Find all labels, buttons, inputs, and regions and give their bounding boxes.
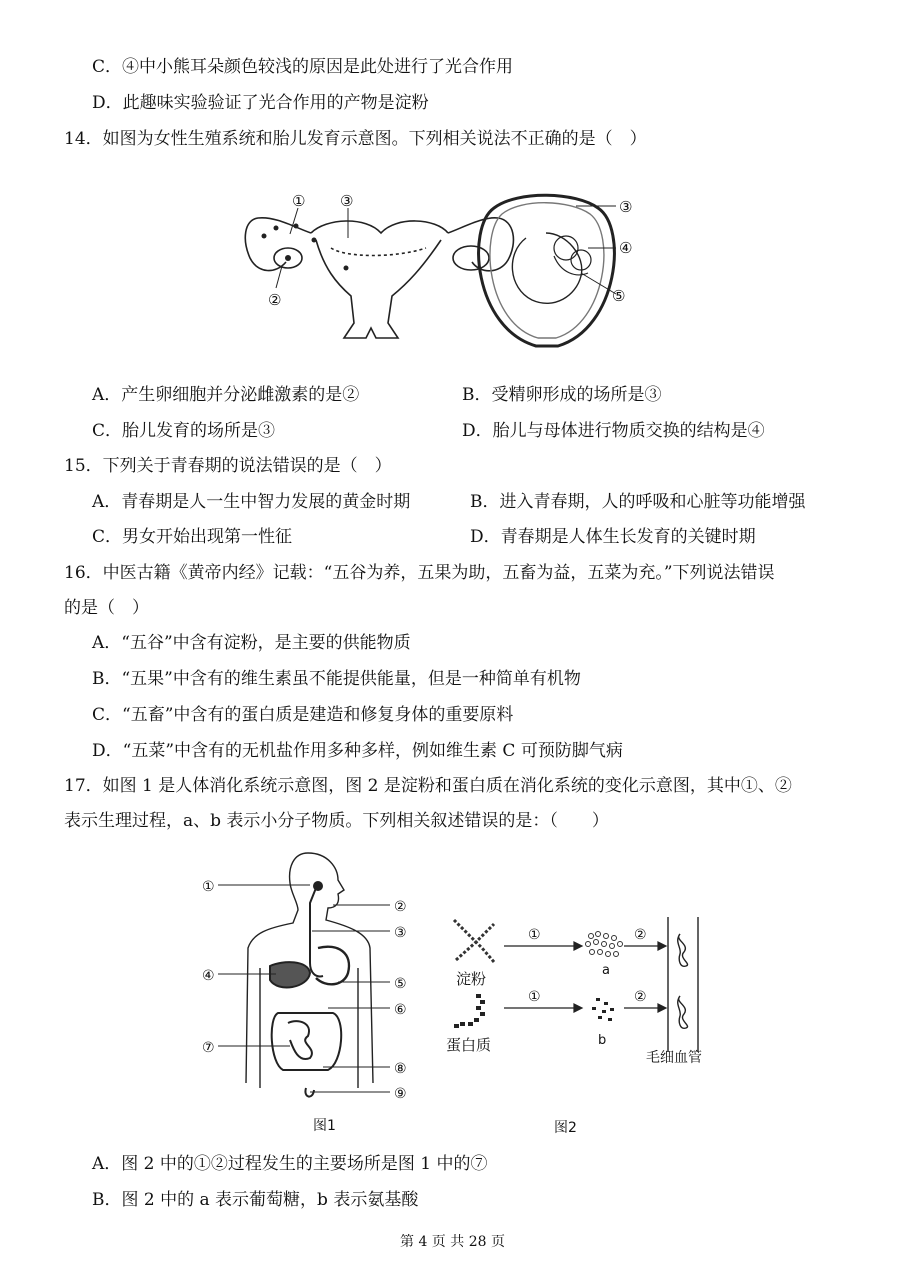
protein-step-1: ① (528, 989, 541, 1005)
q16-option-a: A．“五谷”中含有淀粉，是主要的供能物质 (92, 633, 411, 653)
salivary-gland (313, 881, 323, 891)
label-2: ② (268, 291, 282, 309)
capillary-label: 毛细血管 (646, 1050, 702, 1066)
fig1-label-6: ⑥ (394, 1002, 407, 1018)
q16-stem-line2: 的是（ ） (64, 598, 149, 618)
label-1: ① (292, 192, 306, 210)
product-a-label: a (602, 963, 610, 978)
fig1-label-2: ② (394, 899, 407, 915)
q16-stem-line1: 16．中医古籍《黄帝内经》记载：“五谷为养，五果为助，五畜为益，五菜为充。”下列说法错误 (64, 563, 775, 583)
q14-stem: 14．如图为女性生殖系统和胎儿发育示意图。下列相关说法不正确的是（ ） (64, 129, 647, 149)
q13-option-c: C．④中小熊耳朵颜色较浅的原因是此处进行了光合作用 (92, 57, 514, 77)
uterus-diagram (245, 218, 513, 338)
fetus-diagram (479, 195, 615, 346)
q17-figure1-digestive-system (198, 848, 428, 1138)
fig2-caption: 图2 (554, 1120, 577, 1136)
q15-option-b: B．进入青春期，人的呼吸和心脏等功能增强 (470, 492, 806, 512)
q17-option-a: A．图 2 中的①②过程发生的主要场所是图 1 中的⑦ (92, 1154, 488, 1174)
fig1-label-7: ⑦ (202, 1040, 215, 1056)
digestive-organs (270, 888, 349, 1097)
label-3-right: ③ (619, 198, 633, 216)
q15-option-a: A．青春期是人一生中智力发展的黄金时期 (92, 492, 411, 512)
q15-option-d: D．青春期是人体生长发育的关键时期 (470, 527, 756, 547)
fig1-label-1: ① (202, 879, 215, 895)
q14-figure-reproductive-system (236, 178, 656, 358)
product-b-label: b (598, 1033, 607, 1048)
fig1-label-5: ⑤ (394, 976, 407, 992)
q16-option-d: D．“五菜”中含有的无机盐作用多种多样，例如维生素 C 可预防脚气病 (92, 741, 623, 761)
label-5: ⑤ (612, 287, 626, 305)
q14-option-a: A．产生卵细胞并分泌雌激素的是② (92, 385, 360, 405)
fig1-caption: 图1 (313, 1118, 336, 1134)
q14-option-d: D．胎儿与母体进行物质交换的结构是④ (462, 421, 765, 441)
fig1-label-3: ③ (394, 925, 407, 941)
glucose-particles (586, 932, 623, 957)
starch-chain (454, 920, 494, 962)
q17-stem-line2: 表示生理过程，a、b 表示小分子物质。下列相关叙述错误的是：（ ） (64, 811, 609, 831)
q16-option-b: B．“五果”中含有的维生素虽不能提供能量，但是一种简单有机物 (92, 669, 581, 689)
fig1-label-8: ⑧ (394, 1061, 407, 1077)
q17-option-b: B．图 2 中的 a 表示葡萄糖，b 表示氨基酸 (92, 1190, 419, 1210)
q14-option-c: C．胎儿发育的场所是③ (92, 421, 276, 441)
q17-stem-line1: 17．如图 1 是人体消化系统示意图，图 2 是淀粉和蛋白质在消化系统的变化示意图，其中①、② (64, 776, 792, 796)
starch-step-2: ② (634, 927, 647, 943)
label-3-left: ③ (340, 192, 354, 210)
q17-figure2-digestion-flow (446, 912, 726, 1142)
page-footer: 第 4 页 共 28 页 (400, 1234, 505, 1250)
protein-chain (454, 994, 485, 1028)
protein-label: 蛋白质 (446, 1036, 492, 1054)
protein-step-2: ② (634, 989, 647, 1005)
fig1-label-9: ⑨ (394, 1086, 407, 1102)
q14-option-b: B．受精卵形成的场所是③ (462, 385, 662, 405)
fig1-label-4: ④ (202, 968, 215, 984)
amino-acid-particles (592, 998, 614, 1021)
q16-option-c: C．“五畜”中含有的蛋白质是建造和修复身体的重要原料 (92, 705, 514, 725)
q13-option-d: D．此趣味实验验证了光合作用的产物是淀粉 (92, 93, 429, 113)
figure1-leader-lines (218, 885, 390, 1092)
label-4: ④ (619, 239, 633, 257)
q15-stem: 15．下列关于青春期的说法错误的是（ ） (64, 456, 392, 476)
starch-label: 淀粉 (456, 970, 487, 988)
starch-step-1: ① (528, 927, 541, 943)
capillary (668, 917, 698, 1052)
q15-option-c: C．男女开始出现第一性征 (92, 527, 293, 547)
